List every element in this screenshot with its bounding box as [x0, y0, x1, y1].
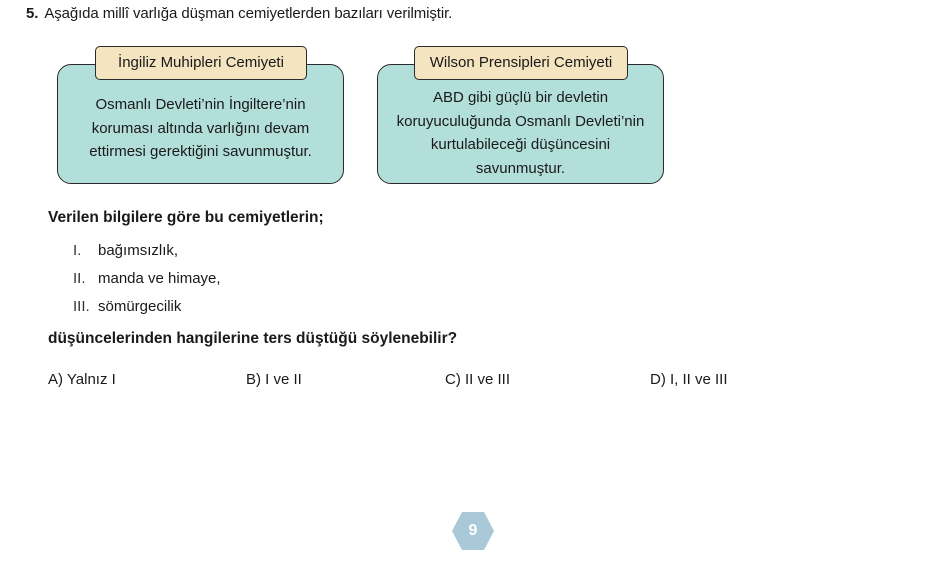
card-wilson-prensipleri [377, 64, 664, 184]
option-b[interactable]: B) I ve II [246, 371, 302, 388]
question-prompt: Aşağıda millî varlığa düşman cemiyetlerden bazıları verilmiştir. [44, 5, 453, 22]
roman-numeral: II. [73, 270, 86, 287]
card-line: koruyuculuğunda Osmanlı Devleti’nin [396, 112, 645, 130]
option-d[interactable]: D) I, II ve III [650, 371, 728, 388]
page-number: 9 [468, 522, 478, 539]
list-item [73, 241, 221, 269]
question-header [26, 5, 452, 22]
roman-numeral: III. [73, 298, 90, 315]
list-item [73, 297, 221, 325]
option-a[interactable]: A) Yalnız I [48, 371, 116, 388]
card-line: kurtulabileceği düşüncesini [430, 136, 611, 153]
card-line: Osmanlı Devleti’nin İngiltere’nin [95, 96, 306, 113]
card-title-wilson-prensipleri: Wilson Prensipleri Cemiyeti [414, 46, 628, 80]
question-stem: Verilen bilgilere göre bu cemiyetlerin; [48, 209, 324, 226]
question-number: 5. [26, 5, 39, 22]
card-line: ettirmesi gerektiğini savunmuştur. [89, 143, 312, 160]
card-line: ABD gibi güçlü bir devletin [432, 89, 609, 106]
roman-list [73, 241, 221, 325]
list-item [73, 269, 221, 297]
card-line: koruması altında varlığını devam [91, 119, 310, 137]
roman-numeral: I. [73, 242, 82, 259]
card-line: savunmuştur. [475, 159, 566, 177]
list-item-text: sömürgecilik [98, 298, 182, 315]
list-item-text: bağımsızlık, [98, 242, 179, 259]
card-ingiliz-muhipleri [57, 64, 344, 184]
card-title-ingiliz-muhipleri: İngiliz Muhipleri Cemiyeti [95, 46, 307, 80]
question-tail: düşüncelerinden hangilerine ters düştüğü söylenebilir? [48, 330, 458, 347]
option-c[interactable]: C) II ve III [445, 371, 511, 388]
list-item-text: manda ve himaye, [98, 270, 221, 287]
